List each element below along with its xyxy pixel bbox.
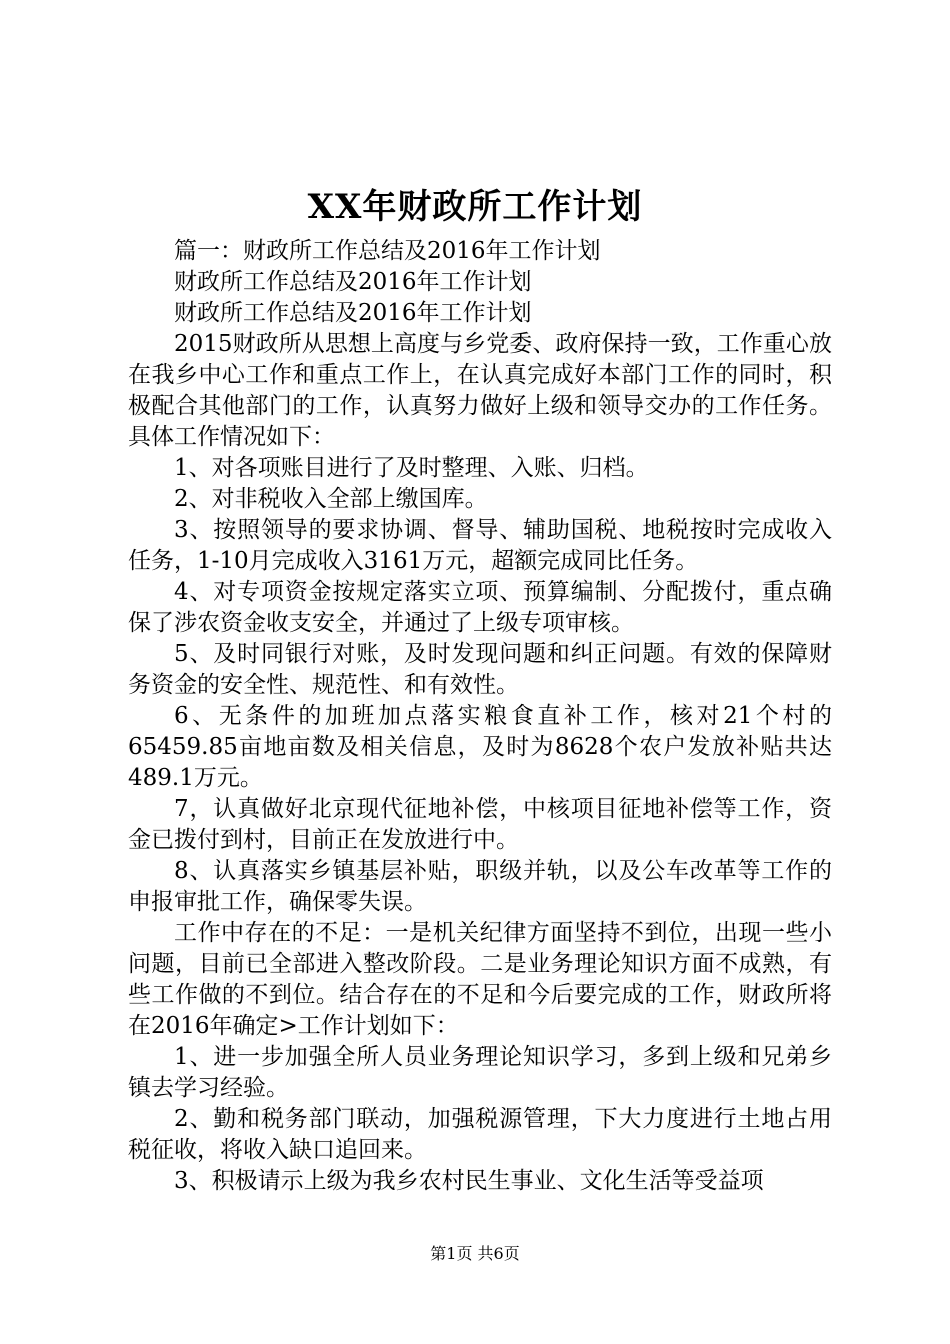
paragraph-9: 5、及时同银行对账，及时发现问题和纠正问题。有效的保障财务资金的安全性、规范性、和有效性。	[128, 641, 832, 698]
paragraph-7: 3、按照领导的要求协调、督导、辅助国税、地税按时完成收入任务，1-10月完成收入3161万元，超额完成同比任务。	[128, 517, 832, 574]
paragraph-15: 2、勤和税务部门联动，加强税源管理，下大力度进行土地占用税征收，将收入缺口追回来。	[128, 1106, 832, 1163]
paragraph-12: 8、认真落实乡镇基层补贴，职级并轨，以及公车改革等工作的申报审批工作，确保零失误。	[128, 858, 832, 915]
paragraph-1: 篇一：财政所工作总结及2016年工作计划	[174, 238, 601, 264]
paragraph-5: 1、对各项账目进行了及时整理、入账、归档。	[174, 455, 649, 481]
paragraph-4: 2015财政所从思想上高度与乡党委、政府保持一致，工作重心放在我乡中心工作和重点工作上，在认真完成好本部门工作的同时，积极配合其他部门的工作，认真努力做好上级和领导交办的工作任务。具体工作情况如下：	[128, 331, 832, 450]
document-body	[128, 236, 832, 1197]
paragraph-8: 4、对专项资金按规定落实立项、预算编制、分配拨付，重点确保了涉农资金收支安全，并通过了上级专项审核。	[128, 579, 832, 636]
paragraph-3: 财政所工作总结及2016年工作计划	[174, 300, 532, 326]
paragraph-16: 3、积极请示上级为我乡农村民生事业、文化生活等受益项	[174, 1168, 764, 1194]
page-footer: 第1页 共6页	[430, 1244, 520, 1263]
paragraph-6: 2、对非税收入全部上缴国库。	[174, 486, 488, 512]
document-title: XX年财政所工作计划	[307, 187, 643, 227]
paragraph-10: 6、无条件的加班加点落实粮食直补工作，核对21个村的65459.85亩地亩数及相关信息，及时为8628个农户发放补贴共达489.1万元。	[128, 703, 832, 791]
paragraph-11: 7，认真做好北京现代征地补偿，中核项目征地补偿等工作，资金已拨付到村，目前正在发放进行中。	[128, 796, 832, 853]
paragraph-14: 1、进一步加强全所人员业务理论知识学习，多到上级和兄弟乡镇去学习经验。	[128, 1044, 832, 1101]
paragraph-13: 工作中存在的不足：一是机关纪律方面坚持不到位，出现一些小问题，目前已全部进入整改阶段。二是业务理论知识方面不成熟，有些工作做的不到位。结合存在的不足和今后要完成的工作，财政所将在2016年确定>工作计划如下：	[128, 920, 832, 1039]
paragraph-2: 财政所工作总结及2016年工作计划	[174, 269, 532, 295]
